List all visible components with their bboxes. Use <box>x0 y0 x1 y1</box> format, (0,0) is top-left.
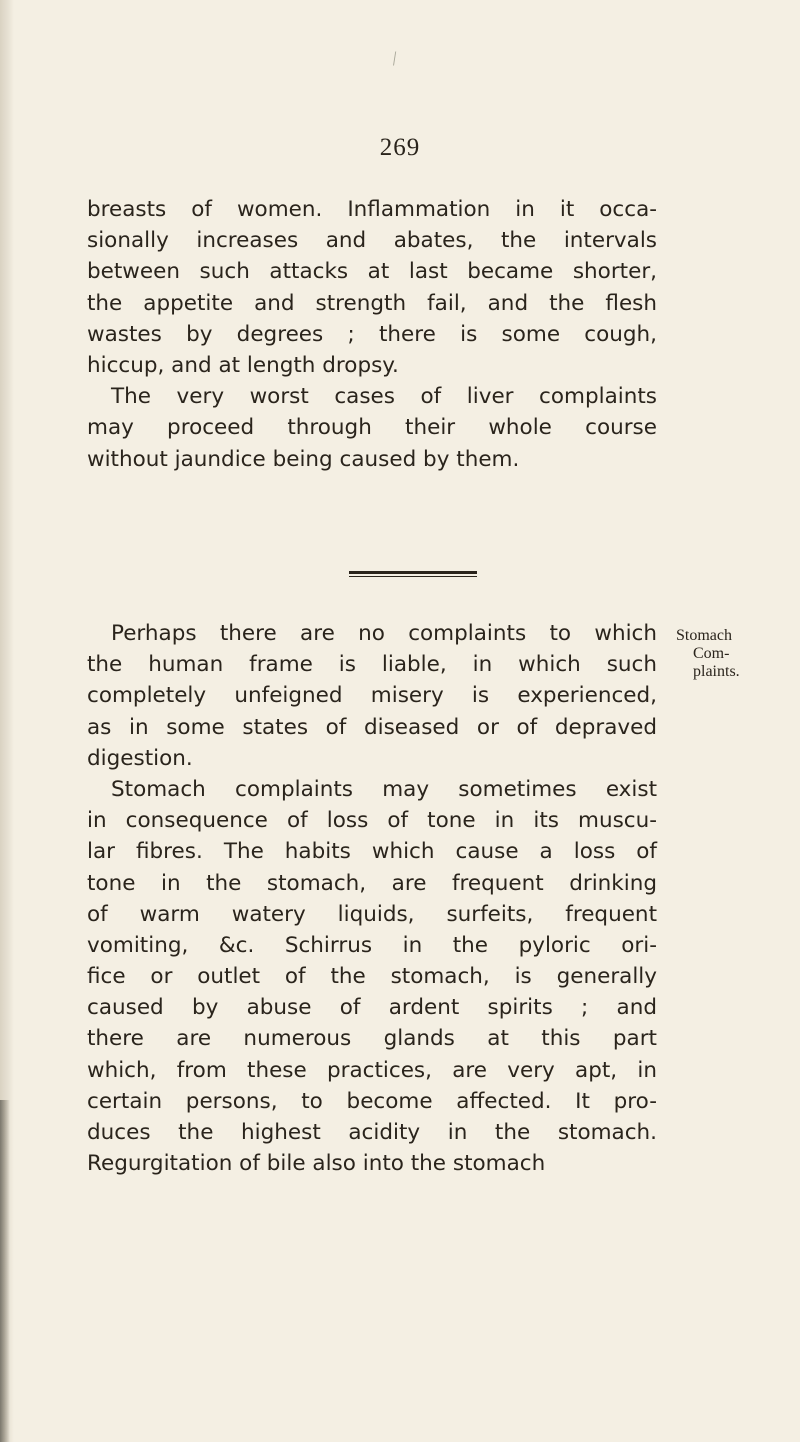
text-line: certain persons, to become affected. It pro- <box>87 1088 657 1114</box>
text-line: digestion. <box>87 745 193 771</box>
corner-mark: / <box>390 47 400 71</box>
text-line: breasts of women. Inflammation in it occa- <box>87 197 657 222</box>
text-line: of warm watery liquids, surfeits, frequent <box>87 901 657 927</box>
paragraph-liver-complaints <box>87 194 657 475</box>
text-line: Regurgitation of bile also into the stomach <box>87 1151 546 1177</box>
text-line: duces the highest acidity in the stomach. <box>87 1120 657 1145</box>
margin-note-line: Stomach <box>676 627 732 644</box>
margin-note <box>676 627 796 681</box>
text-line: between such attacks at last became shorter, <box>87 259 657 285</box>
text-line: there are numerous glands at this part <box>87 1026 657 1052</box>
text-line: wastes by degrees ; there is some cough, <box>87 321 657 347</box>
text-line: the appetite and strength fail, and the flesh <box>87 290 657 316</box>
text-line: as in some states of diseased or of depraved <box>87 714 657 740</box>
section-divider <box>349 571 477 577</box>
text-line: completely unfeigned misery is experienced, <box>87 683 657 709</box>
text-line: Stomach complaints may sometimes exist <box>111 776 657 802</box>
text-line: which, from these practices, are very apt, in <box>87 1057 657 1083</box>
page-number: 269 <box>379 134 421 161</box>
margin-note-line: plaints. <box>693 663 740 680</box>
text-line: the human frame is liable, in which such <box>87 652 657 678</box>
text-line: caused by abuse of ardent spirits ; and <box>87 995 657 1021</box>
text-line: tone in the stomach, are frequent drinking <box>87 870 657 896</box>
text-line: without jaundice being caused by them. <box>87 446 520 472</box>
text-line: fice or outlet of the stomach, is generally <box>87 964 657 990</box>
text-line: sionally increases and abates, the intervals <box>87 228 657 254</box>
margin-note-line: Com- <box>693 645 730 662</box>
text-line: may proceed through their whole course <box>87 415 657 441</box>
text-line: vomiting, &c. Schirrus in the pyloric ori- <box>87 932 657 958</box>
text-line: in consequence of loss of tone in its muscu- <box>87 808 657 834</box>
text-line: lar fibres. The habits which cause a loss of <box>87 839 657 865</box>
text-line: hiccup, and at length dropsy. <box>87 352 399 378</box>
paragraph-stomach-complaints <box>87 618 657 1179</box>
page-edge-binding <box>0 1100 10 1442</box>
text-line: The very worst cases of liver complaints <box>111 384 657 410</box>
text-line: Perhaps there are no complaints to which <box>111 621 657 646</box>
